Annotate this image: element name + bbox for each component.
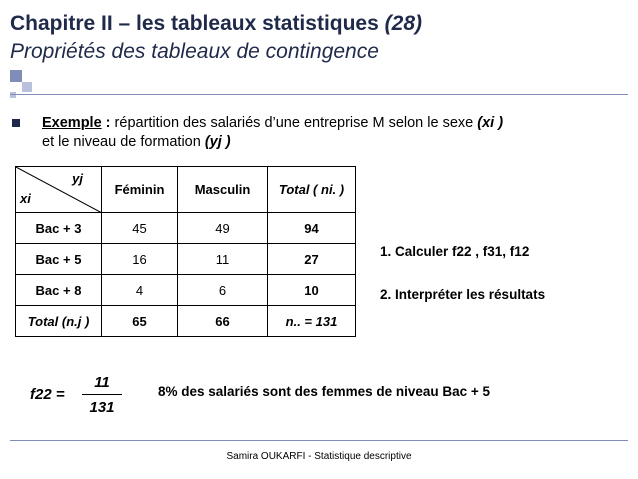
fraction-denominator: 131 — [89, 399, 115, 416]
corner-cell — [16, 167, 102, 213]
slide-subtitle: Propriétés des tableaux de contingence — [10, 40, 379, 63]
row-label: Bac + 5 — [16, 244, 102, 275]
example-text: Exemple : répartition des salariés d’une entreprise M selon le sexe (xi ) et le niveau de formation (yj ) — [42, 115, 504, 150]
table-row — [16, 275, 356, 306]
formula-fraction — [82, 374, 122, 416]
grand-total: n.. = 131 — [268, 306, 356, 337]
question-1: 1. Calculer f22 , f31, f12 — [380, 244, 530, 259]
row-label: Bac + 3 — [16, 213, 102, 244]
formula-lhs: f22 = — [30, 386, 65, 403]
table-cell: 45 — [102, 213, 178, 244]
row-total: 27 — [268, 244, 356, 275]
header-masculin: Masculin — [178, 167, 268, 213]
corner-col-label: yj — [72, 171, 83, 186]
bullet-square — [12, 119, 20, 127]
diagonal-line — [16, 167, 102, 213]
table-header-row — [16, 167, 356, 213]
corner-row-label: xi — [20, 191, 31, 206]
interpretation-text: 8% des salariés sont des femmes de niveau Bac + 5 — [158, 384, 491, 399]
question-2: 2. Interpréter les résultats — [380, 287, 546, 302]
col-total: 65 — [102, 306, 178, 337]
row-label: Bac + 8 — [16, 275, 102, 306]
table-total-row — [16, 306, 356, 337]
table-cell: 16 — [102, 244, 178, 275]
footer-divider — [10, 440, 628, 441]
table-row — [16, 244, 356, 275]
row-total: 10 — [268, 275, 356, 306]
fraction-bar — [82, 394, 122, 395]
table-row — [16, 213, 356, 244]
contingency-table — [15, 166, 356, 337]
slide-number: (28) — [384, 12, 422, 35]
header-total: Total ( ni. ) — [268, 167, 356, 213]
footer-text: Samira OUKARFI - Statistique descriptive — [226, 451, 412, 462]
col-total: 66 — [178, 306, 268, 337]
slide-title: Chapitre II – les tableaux statistiques (28) — [10, 12, 422, 35]
title-divider — [10, 94, 628, 95]
table-cell: 6 — [178, 275, 268, 306]
table-cell: 49 — [178, 213, 268, 244]
table-cell: 4 — [102, 275, 178, 306]
fraction-numerator: 11 — [94, 374, 110, 391]
header-feminin: Féminin — [102, 167, 178, 213]
total-row-label: Total (n.j ) — [16, 306, 102, 337]
table-cell: 11 — [178, 244, 268, 275]
row-total: 94 — [268, 213, 356, 244]
